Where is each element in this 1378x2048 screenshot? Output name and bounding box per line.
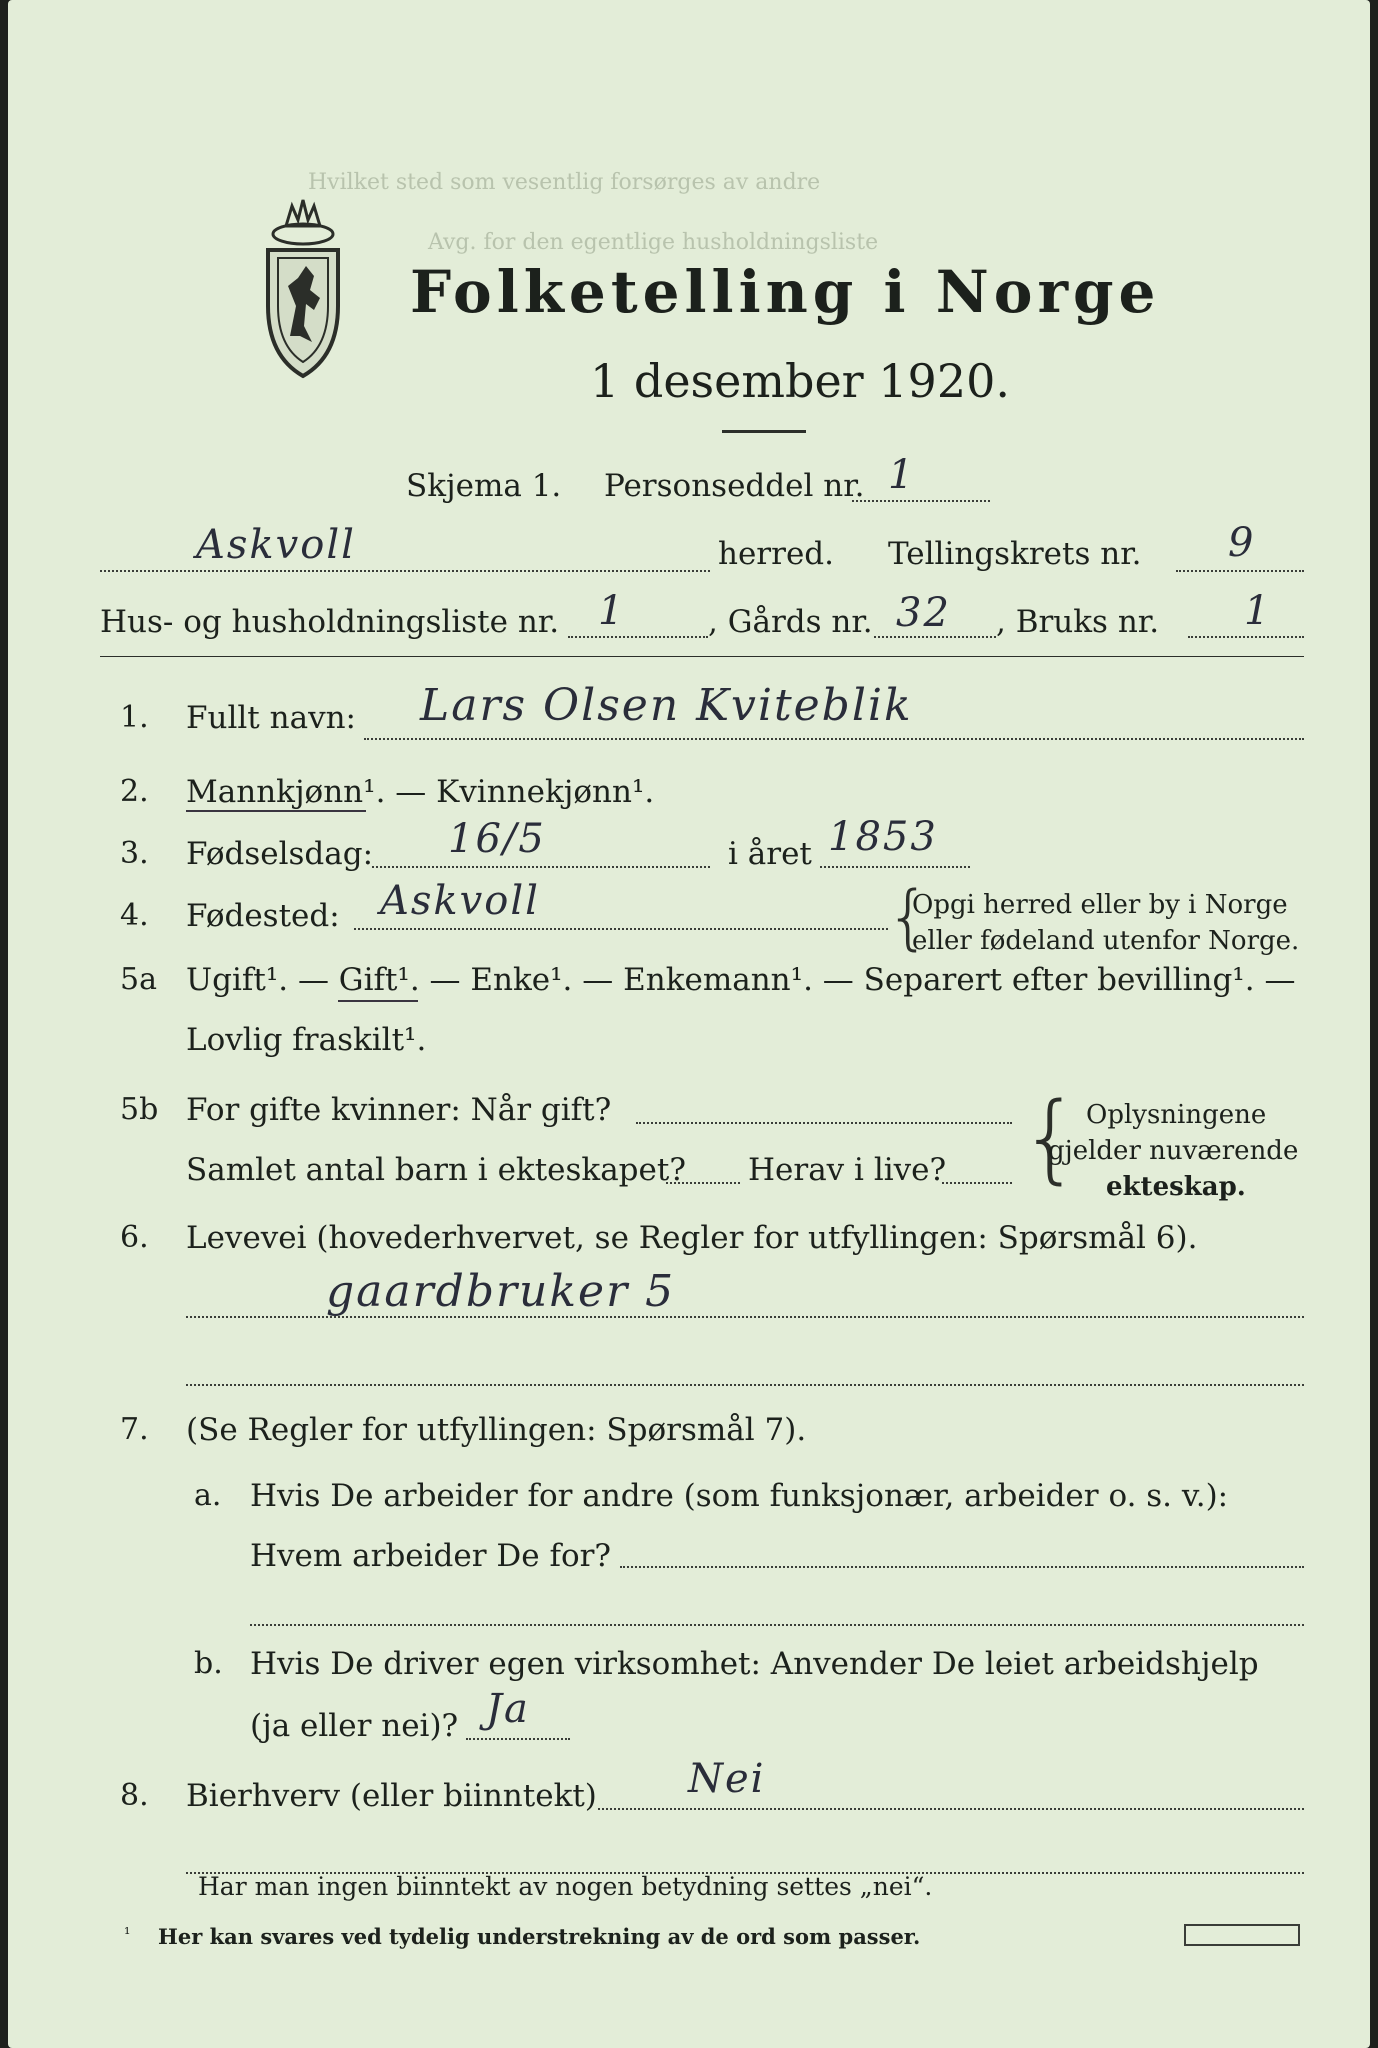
birthplace-line (354, 928, 888, 930)
bruks-value[interactable]: 1 (1244, 588, 1272, 634)
bruks-line (1188, 636, 1304, 638)
schema-label: Skjema 1. (406, 468, 562, 504)
norwegian-coat-of-arms-icon (248, 186, 358, 386)
side-income-label: Bierhverv (eller biinntekt) (186, 1778, 597, 1814)
q5b-number: 5b (120, 1092, 159, 1127)
bruks-label: , Bruks nr. (996, 604, 1160, 640)
marriage-note-line1: Oplysningene (1086, 1100, 1267, 1130)
census-date: 1 desember 1920. (590, 354, 1010, 408)
marriage-note-line3: ekteskap. (1106, 1172, 1246, 1202)
marriage-note-line2: gjelder nuværende (1048, 1136, 1299, 1166)
q3-number: 3. (120, 836, 149, 871)
title-divider (722, 430, 806, 433)
full-name-line (364, 738, 1304, 740)
hus-line (568, 636, 708, 638)
hired-help-value[interactable]: Ja (486, 1686, 530, 1732)
occupation-label: Levevei (hovederhvervet, se Regler for utfyllingen: Spørsmål 6). (186, 1220, 1198, 1256)
married-when-line (636, 1122, 1012, 1124)
gards-line (874, 636, 996, 638)
personseddel-label: Personseddel nr. (604, 468, 865, 504)
q6-number: 6. (120, 1220, 149, 1255)
hus-label: Hus- og husholdningsliste nr. (100, 604, 560, 640)
side-income-value[interactable]: Nei (688, 1756, 766, 1802)
tellingskrets-line (1176, 570, 1304, 572)
married-when-label: For gifte kvinner: Når gift? (186, 1092, 612, 1128)
side-income-note: Har man ingen biinntekt av nogen betydning settes „nei“. (198, 1872, 933, 1901)
tellingskrets-value[interactable]: 9 (1228, 520, 1256, 566)
q8-number: 8. (120, 1778, 149, 1813)
marital-status-options[interactable]: Ugift¹. — Gift¹. — Enke¹. — Enkemann¹. — Separert efter bevilling¹. — (186, 962, 1296, 998)
census-form (8, 0, 1370, 2048)
occupation-line-2 (186, 1384, 1304, 1386)
q7b-label: Hvis De driver egen virksomhet: Anvender De leiet arbeidshjelp (250, 1646, 1259, 1682)
employer-line-1 (620, 1566, 1304, 1568)
birth-year-line (820, 866, 970, 868)
alive-label: Herav i live? (748, 1152, 947, 1188)
occupation-line-1 (186, 1316, 1304, 1318)
herred-value[interactable]: Askvoll (196, 522, 356, 568)
personseddel-line (852, 500, 990, 502)
show-through-text: Hvilket sted som vesentlig forsørges av andre (308, 170, 821, 195)
children-line (666, 1182, 740, 1184)
herred-label: herred. (718, 536, 834, 572)
birthday-value[interactable]: 16/5 (448, 816, 546, 862)
hus-value[interactable]: 1 (598, 588, 626, 634)
hired-help-label: (ja eller nei)? (250, 1708, 459, 1744)
tellingskrets-label: Tellingskrets nr. (888, 536, 1142, 572)
gift-underline (338, 1000, 418, 1002)
birthplace-note-line1: Opgi herred eller by i Norge (912, 890, 1288, 920)
birthplace-note-line2: eller fødeland utenfor Norge. (912, 926, 1300, 956)
gards-label: , Gårds nr. (708, 604, 873, 640)
show-through-text: Avg. for den egentlige husholdningsliste (428, 230, 879, 255)
employer-line-2 (250, 1624, 1304, 1626)
full-name-value[interactable]: Lars Olsen Kviteblik (420, 680, 913, 731)
birthplace-value[interactable]: Askvoll (380, 878, 540, 924)
note-brace: { (886, 876, 931, 958)
occupation-value[interactable]: gaardbruker 5 (326, 1266, 676, 1317)
form-title: Folketelling i Norge (410, 258, 1161, 326)
q4-number: 4. (120, 898, 149, 933)
q5a-number: 5a (120, 962, 157, 997)
note-brace: { (1020, 1082, 1082, 1194)
personseddel-value[interactable]: 1 (888, 452, 916, 498)
herred-line (100, 570, 710, 572)
birth-year-value[interactable]: 1853 (828, 814, 938, 860)
employer-label: Hvem arbeider De for? (250, 1538, 612, 1574)
mannkjonn-underline (186, 810, 366, 812)
q2-number: 2. (120, 774, 149, 809)
q7-label: (Se Regler for utfyllingen: Spørsmål 7). (186, 1412, 807, 1448)
header-divider (100, 656, 1304, 657)
footnote-marker: ¹ (124, 1924, 131, 1943)
side-income-line-1 (598, 1808, 1304, 1810)
gards-value[interactable]: 32 (896, 590, 951, 636)
children-label: Samlet antal barn i ekteskapet? (186, 1152, 686, 1188)
q7b-number: b. (194, 1646, 223, 1681)
sex-options[interactable]: Mannkjønn¹. — Kvinnekjønn¹. (186, 774, 655, 810)
marital-status-options-cont[interactable]: Lovlig fraskilt¹. (186, 1022, 427, 1058)
hired-help-line (466, 1738, 570, 1740)
q7a-label: Hvis De arbeider for andre (som funksjonær, arbeider o. s. v.): (250, 1478, 1229, 1514)
printer-stamp (1184, 1924, 1300, 1946)
q1-number: 1. (120, 700, 149, 735)
footnote-text: Her kan svares ved tydelig understrekning av de ord som passer. (158, 1924, 921, 1949)
q7a-number: a. (194, 1478, 222, 1513)
q7-number: 7. (120, 1412, 149, 1447)
birthday-line (372, 866, 710, 868)
alive-line (942, 1182, 1012, 1184)
birthday-label: Fødselsdag: (186, 836, 374, 872)
birth-year-label: i året (728, 836, 812, 872)
birthplace-label: Fødested: (186, 898, 340, 934)
q1-label: Fullt navn: (186, 700, 356, 736)
